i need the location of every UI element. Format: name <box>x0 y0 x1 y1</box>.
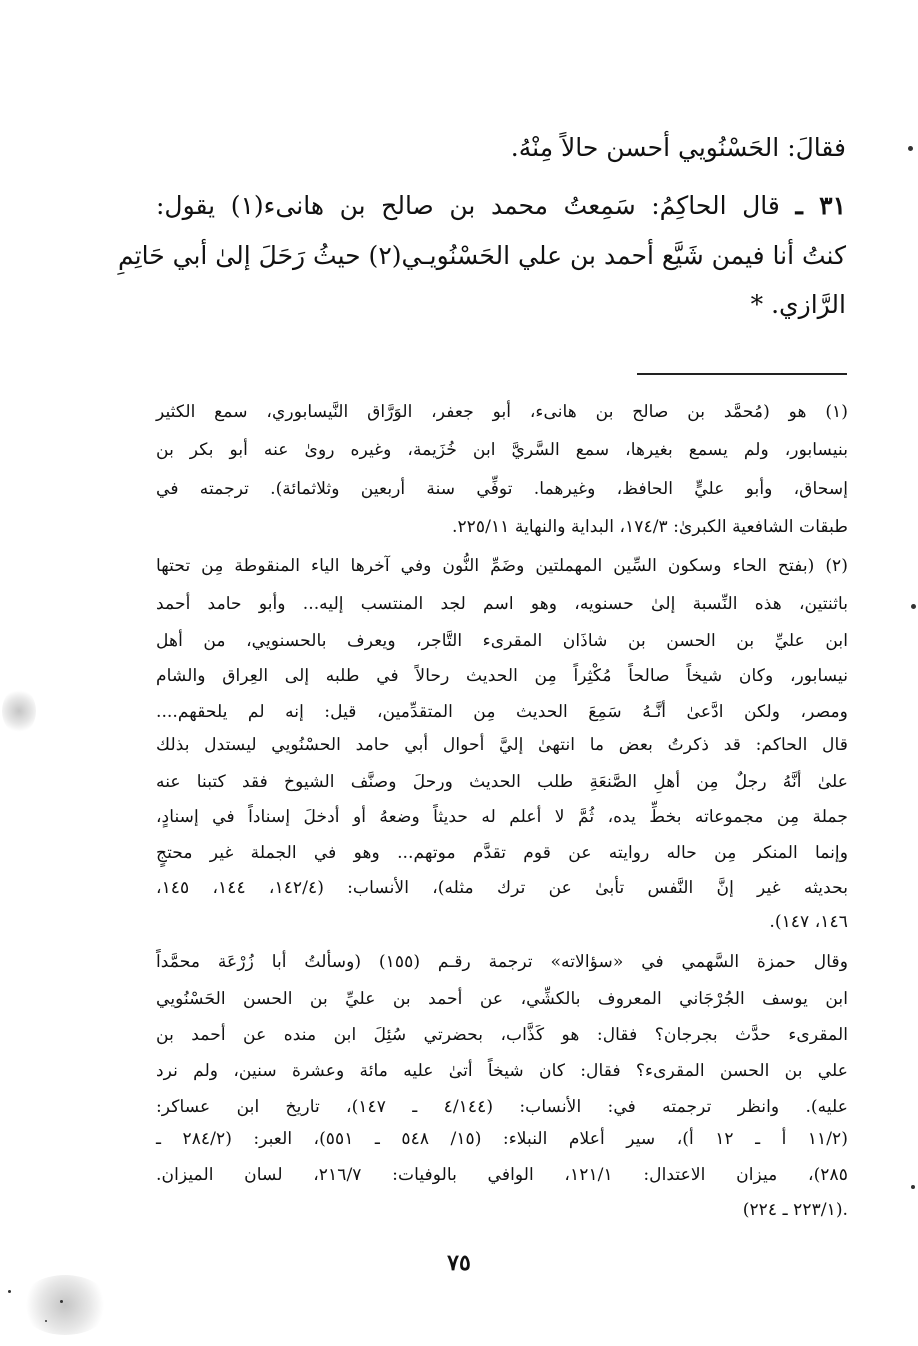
footnote-1-line-2: بنيسابور، ولم يسمع بغيرها، سمع السَّريَّ ابن خُزَيمة، وغيره روىٰ عنه أبو بكر بن <box>156 440 848 460</box>
footnote-2-line-9: وإنما المنكر مِن حاله روايته عن قوم تقدَّم موتهم... وهو في الجملة غير محتجٍ <box>156 843 848 863</box>
footnote-3-line-4: علي بن الحسن المقرىء؟ فقال: كان شيخاً أتىٰ عليه مائة وعشرة سنين، ولم نرد <box>156 1061 848 1081</box>
main-text-line-4: الرَّازي. * <box>750 290 846 319</box>
footnote-2-line-5: ومصر، ولكن ادَّعىٰ أنَّـهُ سَمِعَ الحديث مِن المتقدِّمين، قيل: إنه لم يلحقهم.... <box>156 702 848 722</box>
footnote-2-line-1: (٢) (بفتح الحاء وسكون السِّين المهملتين وضَمِّ النُّون وفي آخرها الياء المنقوطة مِن تحتها <box>156 556 848 576</box>
footnote-3-line-1: وقال حمزة السَّهمي في «سؤالاته» ترجمة رقـم (١٥٥) (وسألتُ أبا زُرْعَة محمَّداً <box>156 952 849 972</box>
footnote-2-line-6: قال الحاكم: قد ذكرتُ بعض ما انتهىٰ إليَّ أحوال أبي حامد الحسْنُويي ليستدل بذلك <box>156 735 848 755</box>
footnote-2-line-11: ١٤٦، ١٤٧). <box>769 912 848 932</box>
footnote-1-line-1: (١) هو (مُحمَّد بن صالح بن هانىء، أبو جعفر، الوَرَّاق النَّيسابوري، سمع الكثير <box>156 402 848 422</box>
footnote-3-line-8: .(٢٢٣/١ ـ ٢٢٤) <box>742 1200 848 1220</box>
footnote-2-line-3: ابن عليِّ بن الحسن بن شاذَان المقرىء التَّاجر، ويعرف بالحسنويي، من أهل <box>156 631 848 651</box>
footnote-3-line-3: المقرىء حدَّث بجرجان؟ فقال: هو كَذَّاب، بحضرتي سُئِلَ ابن منده عن أحمد بن <box>156 1025 848 1045</box>
footnote-3-line-7: ٢٨٥)، ميزان الاعتدال: ١٢١/١، الوافي بالوفيات: ٢١٦/٧، لسان الميزان. <box>156 1165 848 1185</box>
main-text-line-2 <box>156 191 846 221</box>
entry-number: ٣١ ـ <box>795 191 847 220</box>
scan-speck <box>60 1300 63 1303</box>
scan-speck <box>45 1320 47 1322</box>
scan-speck <box>911 604 916 609</box>
footnote-3-line-2: ابن يوسف الجُرْجَاني المعروف بالكشِّي، عن أحمد بن عليِّ بن الحسن الحَسْنُويي <box>156 989 848 1009</box>
footnote-2-line-8: جملة مِن مجموعاته بخطِّ يده، ثُمَّ لا أعلم له حديثاً وضعهُ أو أدخلَ إسناداً في إسنادٍ، <box>156 807 848 827</box>
scan-smudge <box>2 688 36 734</box>
scan-smudge <box>20 1275 110 1335</box>
footnote-2-line-7: علىٰ أنَّهُ رجلٌ مِن أهلِ الصَّنعَةِ طلب الحديث ورحلَ وصنَّف الشيوخ فقد كتبنا عنه <box>156 772 848 792</box>
footnote-3-line-6: (١١/٢ أ ـ ١٢ أ)، سير أعلام النبلاء: (١٥/ ٥٤٨ ـ ٥٥١)، العبر: (٢٨٤/٢ ـ <box>156 1129 848 1149</box>
main-text-line-1: فقالَ: الحَسْنُويي أحسن حالاً مِنْهُ. <box>510 133 846 162</box>
footnote-1-line-3: إسحاق، وأبو عليٍّ الحافظ، وغيرهما. توفِّي سنة أربعين وثلاثمائة). ترجمته في <box>156 479 848 499</box>
main-text-line-2-body: قال الحاكِمُ: سَمِعتُ محمد بن صالح بن هانىء(١) يقول: <box>156 191 780 220</box>
scan-speck <box>908 146 913 151</box>
footnote-2-line-10: بحديثه غير إنَّ النَّفس تأبىٰ عن ترك مثله)، الأنساب: (١٤٢/٤، ١٤٤، ١٤٥، <box>156 878 848 898</box>
footnote-3-line-5: عليه). وانظر ترجمته في: الأنساب: (٤/١٤٤ ـ ١٤٧)، تاريخ ابن عساكر: <box>156 1097 848 1117</box>
main-text-line-3: كنتُ أنا فيمن شَيَّع أحمد بن علي الحَسْنُويـي(٢) حيثُ رَحَلَ إلىٰ أبي حَاتِمِ <box>118 241 846 270</box>
footnote-separator <box>637 373 847 375</box>
page-number: ٧٥ <box>447 1250 471 1276</box>
footnote-1-line-4: طبقات الشافعية الكبرىٰ: ١٧٤/٣، البداية والنهاية ٢٢٥/١١. <box>451 517 848 537</box>
footnote-2-line-4: نيسابور، وكان شيخاً صالحاً مُكْثِراً مِن الحديث رحالاً في طلبه إلى العِراق والشام <box>156 666 848 686</box>
scan-speck <box>8 1290 11 1293</box>
footnote-2-line-2: باثنتين، هذه النِّسبة إلىٰ حسنويه، وهو اسم لجد المنتسب إليه... وأبو حامد أحمد <box>156 594 848 614</box>
scan-speck <box>911 1185 915 1189</box>
